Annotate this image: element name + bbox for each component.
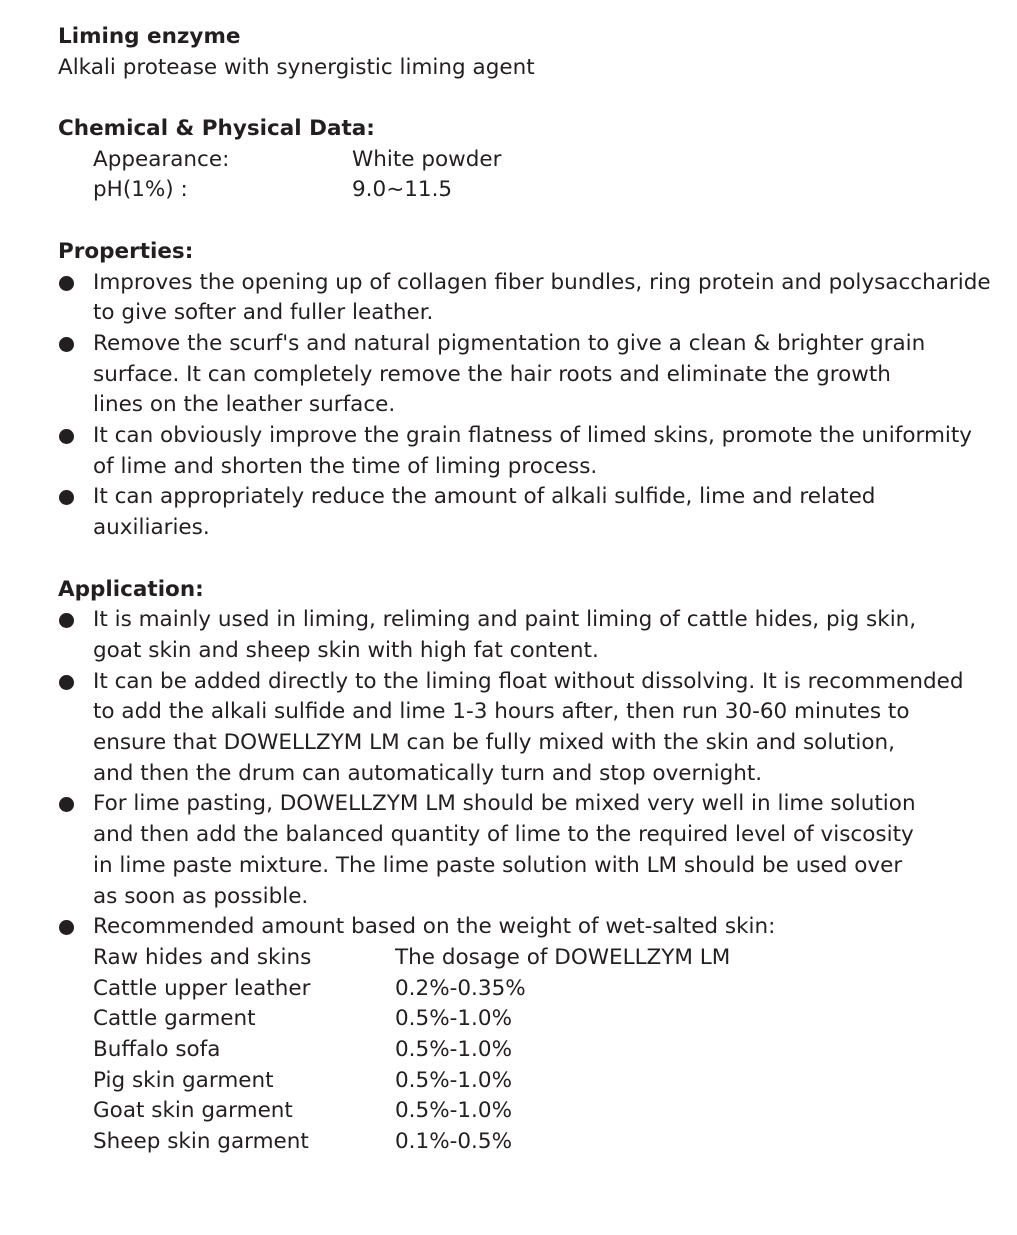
properties-item-line: surface. It can completely remove the hair roots and eliminate the growth bbox=[93, 361, 891, 387]
dosage-type: Buffalo sofa bbox=[93, 1037, 221, 1062]
properties-item-line: It can appropriately reduce the amount of alkali sulfide, lime and related bbox=[93, 484, 876, 510]
properties-item-line: of lime and shorten the time of liming process. bbox=[93, 453, 598, 479]
dosage-row bbox=[58, 1096, 918, 1127]
bullet-dot-icon bbox=[58, 667, 93, 698]
chemical-label: pH(1%) : bbox=[93, 177, 188, 203]
bullet-dot-icon bbox=[58, 789, 93, 820]
properties-item-line: Remove the scurf's and natural pigmentation to give a clean & brighter grain bbox=[93, 330, 926, 356]
dosage-row bbox=[58, 1004, 918, 1035]
dosage-row bbox=[58, 1127, 918, 1158]
properties-item bbox=[58, 268, 991, 329]
dosage-type: Goat skin garment bbox=[93, 1098, 293, 1124]
bullet-dot-icon bbox=[58, 912, 93, 943]
bullet-dot-icon bbox=[58, 482, 93, 513]
chemical-row-appearance bbox=[58, 145, 918, 176]
properties-item bbox=[58, 482, 918, 543]
application-item-line: ensure that DOWELLZYM LM can be fully mixed with the skin and solution, bbox=[93, 730, 895, 756]
application-item-line: to add the alkali sulfide and lime 1-3 hours after, then run 30-60 minutes to bbox=[93, 699, 910, 725]
chemical-row-ph bbox=[58, 175, 918, 206]
application-item bbox=[58, 667, 964, 790]
dosage-type: Pig skin garment bbox=[93, 1067, 274, 1093]
product-name: Liming enzyme bbox=[58, 24, 241, 49]
chemical-value: White powder bbox=[352, 146, 502, 172]
properties-item-line: Improves the opening up of collagen fiber bundles, ring protein and polysaccharide bbox=[93, 269, 991, 295]
properties-item-line: auxiliaries. bbox=[93, 515, 210, 541]
bullet-dot-icon bbox=[58, 605, 93, 636]
application-item-line: goat skin and sheep skin with high fat content. bbox=[93, 637, 599, 663]
application-heading: Application: bbox=[58, 576, 204, 602]
application-item bbox=[58, 912, 918, 943]
application-item-line: It can be added directly to the liming float without dissolving. It is recommended bbox=[93, 668, 964, 694]
dosage-type: Sheep skin garment bbox=[93, 1129, 309, 1155]
bullet-dot-icon bbox=[58, 329, 93, 360]
dosage-value: 0.5%-1.0% bbox=[395, 1067, 513, 1093]
bullet-dot-icon bbox=[58, 268, 93, 299]
application-item-line: and then add the balanced quantity of lime to the required level of viscosity bbox=[93, 822, 914, 848]
dosage-header-col2: The dosage of DOWELLZYM LM bbox=[395, 944, 731, 970]
properties-item-line: to give softer and fuller leather. bbox=[93, 300, 434, 326]
application-item-line: as soon as possible. bbox=[93, 883, 309, 909]
application-item-line: Recommended amount based on the weight of wet-salted skin: bbox=[93, 914, 776, 940]
chemical-heading: Chemical & Physical Data: bbox=[58, 116, 375, 142]
properties-item-line: lines on the leather surface. bbox=[93, 392, 396, 418]
dosage-row bbox=[58, 1035, 918, 1066]
application-item bbox=[58, 789, 918, 912]
application-item-line: in lime paste mixture. The lime paste solution with LM should be used over bbox=[93, 852, 903, 878]
properties-item bbox=[58, 421, 973, 482]
bullet-dot-icon bbox=[58, 421, 93, 452]
product-subtitle: Alkali protease with synergistic liming agent bbox=[58, 54, 535, 80]
properties-heading: Properties: bbox=[58, 238, 194, 264]
dosage-value: 0.5%-1.0% bbox=[395, 1098, 513, 1124]
application-item-line: For lime pasting, DOWELLZYM LM should be mixed very well in lime solution bbox=[93, 791, 916, 817]
chemical-value: 9.0~11.5 bbox=[352, 177, 453, 203]
application-item-line: and then the drum can automatically turn and stop overnight. bbox=[93, 760, 763, 786]
dosage-table-header bbox=[58, 943, 918, 974]
application-item bbox=[58, 605, 918, 666]
dosage-value: 0.5%-1.0% bbox=[395, 1006, 513, 1032]
dosage-type: Cattle garment bbox=[93, 1006, 256, 1032]
properties-item-line: It can obviously improve the grain flatness of limed skins, promote the uniformity bbox=[93, 423, 973, 449]
datasheet bbox=[58, 22, 991, 1158]
dosage-value: 0.5%-1.0% bbox=[395, 1037, 513, 1062]
dosage-row bbox=[58, 1066, 918, 1097]
properties-item bbox=[58, 329, 926, 421]
dosage-header-col1: Raw hides and skins bbox=[93, 944, 312, 970]
application-item-line: It is mainly used in liming, reliming and paint liming of cattle hides, pig skin, bbox=[93, 607, 917, 633]
dosage-type: Cattle upper leather bbox=[93, 975, 311, 1001]
dosage-value: 0.1%-0.5% bbox=[395, 1129, 513, 1155]
dosage-value: 0.2%-0.35% bbox=[395, 975, 526, 1001]
dosage-row bbox=[58, 974, 918, 1005]
chemical-label: Appearance: bbox=[93, 146, 230, 172]
